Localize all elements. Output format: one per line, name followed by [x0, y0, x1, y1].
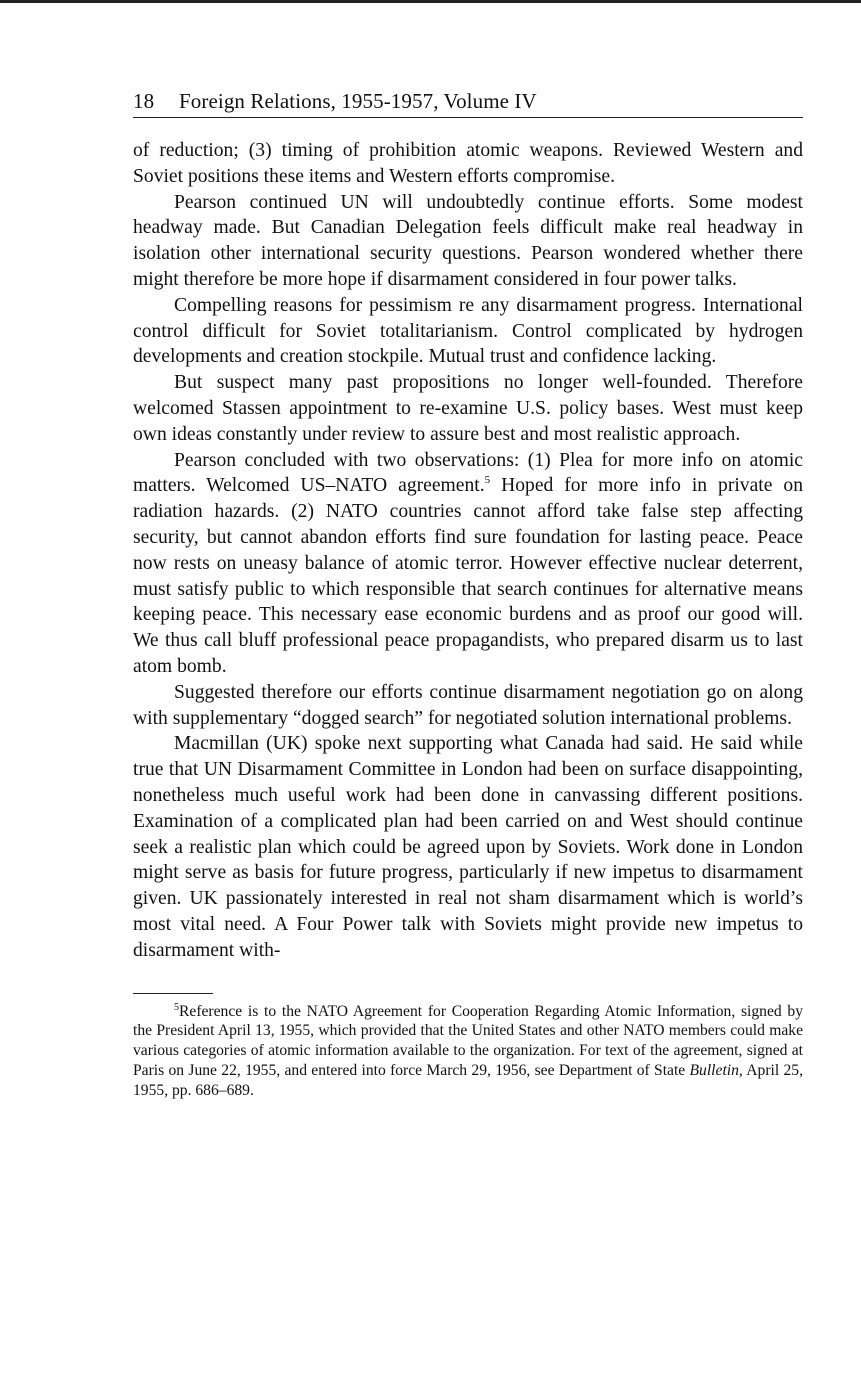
running-head: [133, 88, 803, 118]
scan-top-edge: [0, 0, 861, 3]
body-text: [133, 138, 803, 964]
footnote-text: April 25, 1955, pp. 686–689.: [133, 1061, 803, 1099]
document-page: [133, 88, 803, 1116]
publication-title: Bulletin,: [689, 1061, 743, 1079]
paragraph: Compelling reasons for pessimism re any disarmament progress. International control difficult for Soviet totalitarianism. Control complicated by hydrogen developments and creation stockpile. Mutual trust and confidence lacking.: [133, 294, 803, 368]
volume-title: Foreign Relations, 1955-1957, Volume IV: [179, 89, 537, 113]
footnote-text: Reference is to the NATO Agreement for Cooperation Regarding Atomic Information, signed by the President April 13, 1955, which provided that the United States and other NATO members could make various categories of atomic information available to the organization. For text of the agreement, signed at Paris on June 22, 1955, and entered into force March 29, 1956, see Department of State: [133, 1002, 803, 1079]
paragraph: Macmillan (UK) spoke next supporting what Canada had said. He said while true that UN Disarmament Committee in London had been on surface disappointing, nonetheless much useful work had been done in canvassing different positions. Examination of a complicated plan had been carried on and West should continue seek a realistic plan which could be agreed upon by Soviets. Work done in London might serve as basis for future progress, particularly if new impetus to disarmament given. UK passionately interested in real not sham disarmament which is world’s most vital need. A Four Power talk with Soviets might provide new impetus to disarmament with-: [133, 733, 803, 961]
paragraph: [133, 448, 803, 680]
paragraph-text: Pearson concluded with two observations: (1) Plea for more info on atomic matters. Welcomed US–NATO agreement.: [133, 449, 803, 497]
footnote-reference[interactable]: 5: [484, 474, 491, 487]
footnote-divider: [133, 993, 213, 994]
footnote: [133, 1002, 803, 1101]
paragraph: of reduction; (3) timing of prohibition atomic weapons. Reviewed Western and Soviet positions these items and Western efforts compromise.: [133, 140, 803, 187]
footnote-marker: 5: [174, 1001, 179, 1013]
paragraph: But suspect many past propositions no longer well-founded. Therefore welcomed Stassen appointment to re-examine U.S. policy bases. West must keep own ideas constantly under review to assure best and most realistic approach.: [133, 372, 803, 445]
page-number: 18: [133, 89, 155, 113]
paragraph: Pearson continued UN will undoubtedly continue efforts. Some modest headway made. But Canadian Delegation feels difficult make real headway in isolation other international security questions. Pearson wondered whether there might therefore be more hope if disarmament considered in four power talks.: [133, 191, 803, 290]
paragraph-text: Hoped for more info in private on radiation hazards. (2) NATO countries cannot afford take false step affecting security, but cannot abandon efforts find sure foundation for lasting peace. Peace now rests on uneasy balance of atomic terror. However effective nuclear deterrent, must satisfy public to which responsible that search continues for alternative means keeping peace. This necessary ease economic burdens and as proof our good will. We thus call bluff professional peace propagandists, who prepared disarm us to last atom bomb.: [133, 475, 803, 677]
paragraph: Suggested therefore our efforts continue disarmament negotiation go on along with supplementary “dogged search” for negotiated solution international problems.: [133, 681, 803, 729]
